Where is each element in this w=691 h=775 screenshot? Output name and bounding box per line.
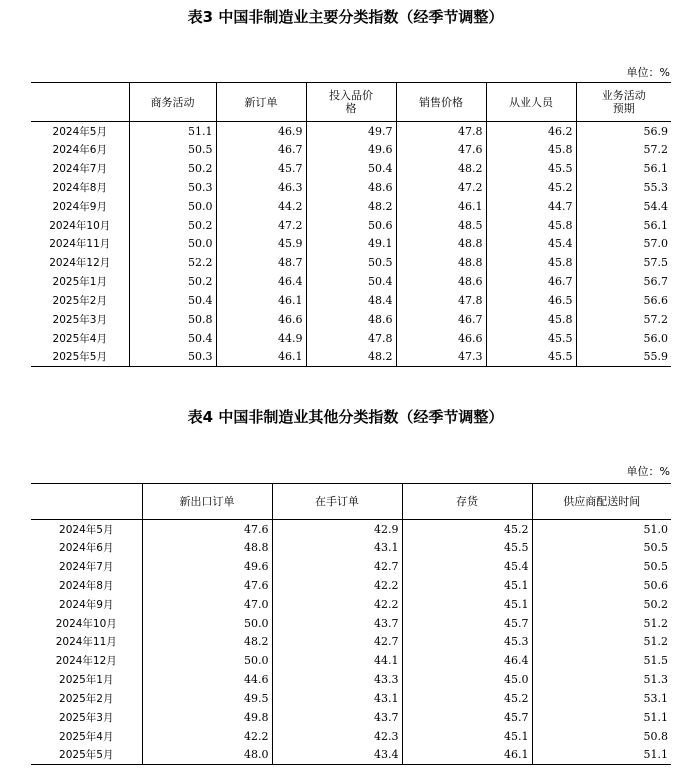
value-cell: 56.1 <box>576 159 671 178</box>
value-cell: 47.0 <box>142 595 272 614</box>
table4-header-period <box>31 484 142 520</box>
value-cell: 57.5 <box>576 253 671 272</box>
table3-header-business-activity: 商务活动 <box>129 83 216 122</box>
value-cell: 45.4 <box>486 235 576 254</box>
value-cell: 47.8 <box>306 329 396 348</box>
value-cell: 48.2 <box>396 159 486 178</box>
value-cell: 45.3 <box>402 633 532 652</box>
value-cell: 45.2 <box>402 689 532 708</box>
value-cell: 50.8 <box>129 310 216 329</box>
row-period-cell: 2025年4月 <box>59 730 114 743</box>
table-row <box>31 253 671 272</box>
row-period-cell: 2025年5月 <box>59 749 114 762</box>
value-cell: 46.5 <box>486 291 576 310</box>
value-cell: 43.3 <box>272 670 402 689</box>
value-cell: 48.8 <box>396 235 486 254</box>
value-cell: 46.7 <box>216 140 306 159</box>
value-cell: 56.1 <box>576 216 671 235</box>
value-cell: 42.2 <box>272 576 402 595</box>
row-period-cell: 2024年6月 <box>59 542 114 555</box>
value-cell: 51.1 <box>532 746 671 765</box>
value-cell: 49.7 <box>306 122 396 141</box>
value-cell: 50.3 <box>129 178 216 197</box>
value-cell: 46.7 <box>486 272 576 291</box>
value-cell: 44.6 <box>142 670 272 689</box>
row-period-cell: 2025年3月 <box>52 313 107 326</box>
table-row <box>31 216 671 235</box>
value-cell: 50.6 <box>532 576 671 595</box>
value-cell: 47.6 <box>142 576 272 595</box>
value-cell: 49.6 <box>142 557 272 576</box>
value-cell: 51.3 <box>532 670 671 689</box>
table4-header-new-export-orders: 新出口订单 <box>142 484 272 520</box>
value-cell: 44.9 <box>216 329 306 348</box>
table4-header-backlog-orders: 在手订单 <box>272 484 402 520</box>
table4-unit: 单位：% <box>626 465 670 478</box>
value-cell: 51.2 <box>532 633 671 652</box>
row-period-cell: 2025年4月 <box>52 332 107 345</box>
table3-header-input-prices-text: 投入品价格 <box>329 89 373 115</box>
table3-title: 表3 中国非制造业主要分类指数（经季节调整） <box>187 8 504 26</box>
value-cell: 45.7 <box>216 159 306 178</box>
table-row <box>31 633 671 652</box>
row-period-cell: 2024年5月 <box>59 523 114 536</box>
value-cell: 50.5 <box>532 557 671 576</box>
value-cell: 46.6 <box>216 310 306 329</box>
row-period-cell: 2025年1月 <box>52 276 107 289</box>
table-row <box>31 348 671 367</box>
row-period-cell: 2024年10月 <box>55 617 117 630</box>
value-cell: 48.2 <box>306 197 396 216</box>
value-cell: 51.1 <box>532 708 671 727</box>
value-cell: 48.2 <box>142 633 272 652</box>
value-cell: 45.9 <box>216 235 306 254</box>
value-cell: 57.2 <box>576 310 671 329</box>
value-cell: 50.2 <box>129 216 216 235</box>
value-cell: 44.1 <box>272 651 402 670</box>
value-cell: 56.7 <box>576 272 671 291</box>
table3-header-expectations <box>576 83 671 122</box>
value-cell: 44.2 <box>216 197 306 216</box>
table4-header-inventory: 存货 <box>402 484 532 520</box>
value-cell: 50.5 <box>129 140 216 159</box>
value-cell: 45.8 <box>486 253 576 272</box>
table-row <box>31 651 671 670</box>
value-cell: 48.0 <box>142 746 272 765</box>
table3-unit: 单位：% <box>626 66 670 79</box>
row-period-cell: 2024年12月 <box>49 257 111 270</box>
value-cell: 51.5 <box>532 651 671 670</box>
value-cell: 50.2 <box>129 159 216 178</box>
value-cell: 50.3 <box>129 348 216 367</box>
value-cell: 48.6 <box>306 310 396 329</box>
value-cell: 48.2 <box>306 348 396 367</box>
value-cell: 46.1 <box>402 746 532 765</box>
value-cell: 56.6 <box>576 291 671 310</box>
value-cell: 46.1 <box>216 291 306 310</box>
value-cell: 45.0 <box>402 670 532 689</box>
value-cell: 48.5 <box>396 216 486 235</box>
value-cell: 54.4 <box>576 197 671 216</box>
value-cell: 48.8 <box>396 253 486 272</box>
table4-header-supplier-delivery: 供应商配送时间 <box>532 484 671 520</box>
value-cell: 46.4 <box>216 272 306 291</box>
table-row <box>31 538 671 557</box>
table3-header-sales-prices: 销售价格 <box>396 83 486 122</box>
value-cell: 50.4 <box>306 159 396 178</box>
value-cell: 46.9 <box>216 122 306 141</box>
value-cell: 45.1 <box>402 727 532 746</box>
value-cell: 42.2 <box>142 727 272 746</box>
table4-header-row <box>31 484 671 520</box>
table-row <box>31 670 671 689</box>
table3-header-expectations-text: 业务活动预期 <box>601 89 646 115</box>
value-cell: 50.0 <box>142 651 272 670</box>
value-cell: 53.1 <box>532 689 671 708</box>
value-cell: 43.7 <box>272 708 402 727</box>
value-cell: 42.2 <box>272 595 402 614</box>
value-cell: 50.0 <box>129 197 216 216</box>
table-row <box>31 689 671 708</box>
table3-header-row <box>31 83 671 122</box>
value-cell: 45.1 <box>402 595 532 614</box>
value-cell: 42.7 <box>272 557 402 576</box>
table-row <box>31 576 671 595</box>
table3-body <box>31 122 671 367</box>
row-period-cell: 2024年8月 <box>59 579 114 592</box>
table4-title: 表4 中国非制造业其他分类指数（经季节调整） <box>187 408 504 426</box>
value-cell: 45.2 <box>402 520 532 539</box>
value-cell: 50.5 <box>532 538 671 557</box>
table3 <box>31 82 671 367</box>
value-cell: 46.7 <box>396 310 486 329</box>
value-cell: 47.3 <box>396 348 486 367</box>
value-cell: 45.2 <box>486 178 576 197</box>
row-period-cell: 2024年10月 <box>49 219 111 232</box>
value-cell: 43.4 <box>272 746 402 765</box>
table-row <box>31 520 671 539</box>
table3-header-input-prices <box>306 83 396 122</box>
value-cell: 45.1 <box>402 576 532 595</box>
value-cell: 45.7 <box>402 614 532 633</box>
value-cell: 46.4 <box>402 651 532 670</box>
row-period-cell: 2024年11月 <box>49 238 111 251</box>
table-row <box>31 708 671 727</box>
value-cell: 47.2 <box>216 216 306 235</box>
table-row <box>31 329 671 348</box>
value-cell: 50.4 <box>129 329 216 348</box>
value-cell: 51.2 <box>532 614 671 633</box>
value-cell: 50.4 <box>129 291 216 310</box>
value-cell: 45.7 <box>402 708 532 727</box>
value-cell: 45.5 <box>486 329 576 348</box>
table-row <box>31 140 671 159</box>
value-cell: 45.8 <box>486 216 576 235</box>
value-cell: 47.6 <box>396 140 486 159</box>
table-row <box>31 614 671 633</box>
row-period-cell: 2025年1月 <box>59 674 114 687</box>
value-cell: 45.8 <box>486 310 576 329</box>
table4-body <box>31 520 671 765</box>
value-cell: 55.3 <box>576 178 671 197</box>
table-row <box>31 159 671 178</box>
value-cell: 43.1 <box>272 689 402 708</box>
value-cell: 46.1 <box>396 197 486 216</box>
value-cell: 43.7 <box>272 614 402 633</box>
value-cell: 50.6 <box>306 216 396 235</box>
value-cell: 47.8 <box>396 122 486 141</box>
table-row <box>31 727 671 746</box>
value-cell: 50.8 <box>532 727 671 746</box>
value-cell: 43.1 <box>272 538 402 557</box>
row-period-cell: 2024年6月 <box>52 144 107 157</box>
table-row <box>31 178 671 197</box>
row-period-cell: 2024年9月 <box>52 200 107 213</box>
table-row <box>31 291 671 310</box>
table4 <box>31 483 671 765</box>
value-cell: 45.5 <box>486 348 576 367</box>
value-cell: 46.3 <box>216 178 306 197</box>
value-cell: 48.4 <box>306 291 396 310</box>
value-cell: 45.5 <box>402 538 532 557</box>
value-cell: 49.6 <box>306 140 396 159</box>
table3-header-employment: 从业人员 <box>486 83 576 122</box>
value-cell: 45.5 <box>486 159 576 178</box>
row-period-cell: 2024年5月 <box>52 125 107 138</box>
value-cell: 44.7 <box>486 197 576 216</box>
value-cell: 47.2 <box>396 178 486 197</box>
row-period-cell: 2025年2月 <box>52 295 107 308</box>
row-period-cell: 2024年12月 <box>55 655 117 668</box>
value-cell: 45.8 <box>486 140 576 159</box>
table-row <box>31 235 671 254</box>
value-cell: 50.0 <box>129 235 216 254</box>
table-row <box>31 122 671 141</box>
value-cell: 50.0 <box>142 614 272 633</box>
value-cell: 52.2 <box>129 253 216 272</box>
table-row <box>31 310 671 329</box>
value-cell: 50.2 <box>129 272 216 291</box>
value-cell: 55.9 <box>576 348 671 367</box>
value-cell: 48.6 <box>306 178 396 197</box>
row-period-cell: 2025年2月 <box>59 693 114 706</box>
value-cell: 56.9 <box>576 122 671 141</box>
value-cell: 42.7 <box>272 633 402 652</box>
row-period-cell: 2025年3月 <box>59 711 114 724</box>
value-cell: 48.7 <box>216 253 306 272</box>
value-cell: 51.0 <box>532 520 671 539</box>
value-cell: 56.0 <box>576 329 671 348</box>
row-period-cell: 2024年7月 <box>59 561 114 574</box>
value-cell: 46.2 <box>486 122 576 141</box>
table-row <box>31 197 671 216</box>
value-cell: 50.4 <box>306 272 396 291</box>
row-period-cell: 2024年11月 <box>55 636 117 649</box>
value-cell: 49.8 <box>142 708 272 727</box>
value-cell: 46.1 <box>216 348 306 367</box>
value-cell: 48.8 <box>142 538 272 557</box>
row-period-cell: 2024年9月 <box>59 598 114 611</box>
value-cell: 51.1 <box>129 122 216 141</box>
table-row <box>31 557 671 576</box>
table-row <box>31 746 671 765</box>
value-cell: 48.6 <box>396 272 486 291</box>
row-period-cell: 2025年5月 <box>52 351 107 364</box>
value-cell: 47.6 <box>142 520 272 539</box>
table3-header-new-orders: 新订单 <box>216 83 306 122</box>
table-row <box>31 272 671 291</box>
row-period-cell: 2024年7月 <box>52 163 107 176</box>
value-cell: 46.6 <box>396 329 486 348</box>
value-cell: 45.4 <box>402 557 532 576</box>
value-cell: 49.5 <box>142 689 272 708</box>
table-row <box>31 595 671 614</box>
value-cell: 47.8 <box>396 291 486 310</box>
table3-header-period <box>31 83 129 122</box>
row-period-cell: 2024年8月 <box>52 181 107 194</box>
value-cell: 49.1 <box>306 235 396 254</box>
value-cell: 57.0 <box>576 235 671 254</box>
value-cell: 42.3 <box>272 727 402 746</box>
value-cell: 57.2 <box>576 140 671 159</box>
value-cell: 50.5 <box>306 253 396 272</box>
value-cell: 50.2 <box>532 595 671 614</box>
value-cell: 42.9 <box>272 520 402 539</box>
